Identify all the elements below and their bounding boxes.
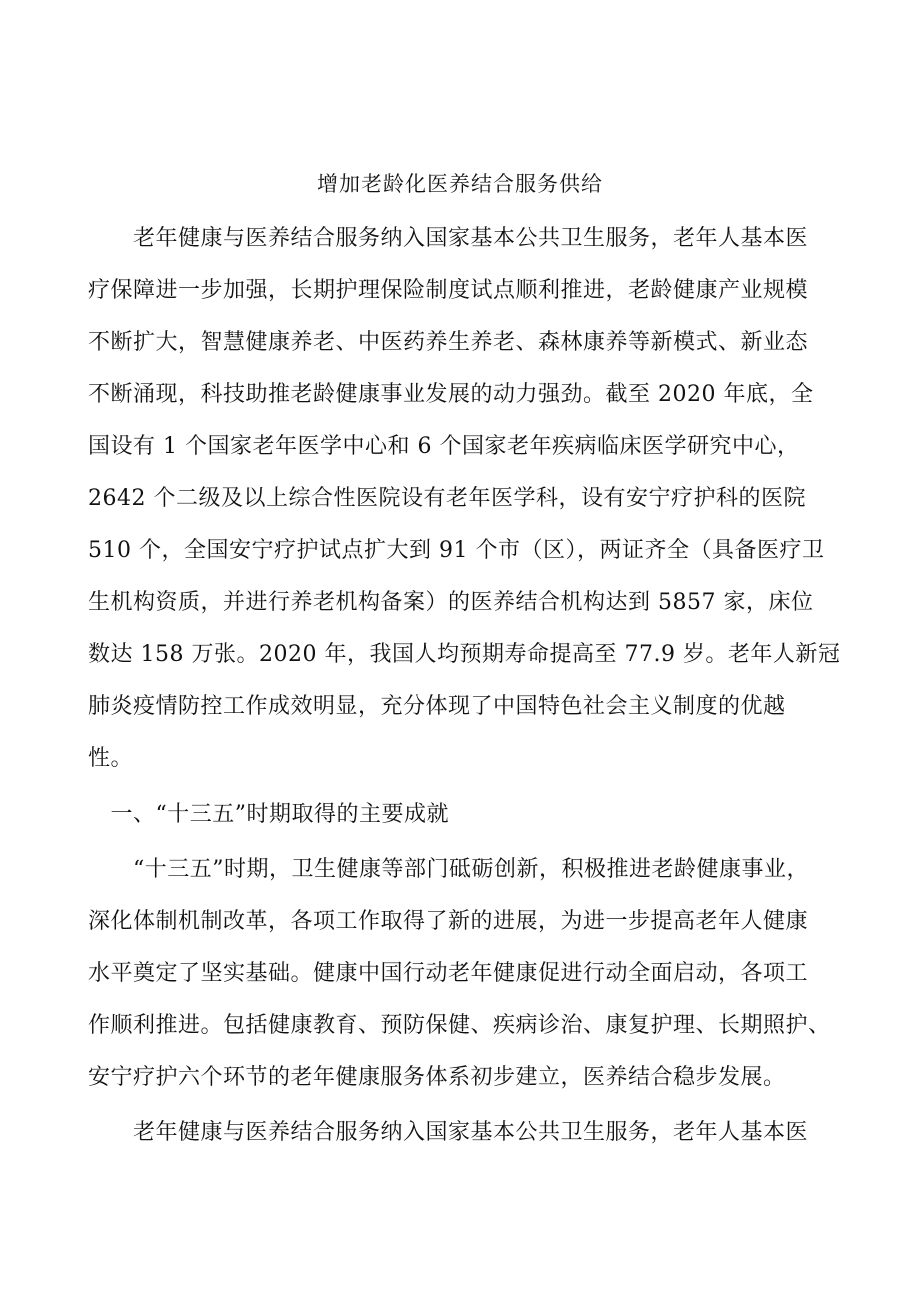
- paragraph-line: “十三五”时期，卫生健康等部门砥砺创新，积极推进老龄健康事业，: [88, 857, 809, 882]
- paragraph-line: 水平奠定了坚实基础。健康中国行动老年健康促进行动全面启动，各项工: [88, 961, 809, 986]
- paragraph-line: 作顺利推进。包括健康教育、预防保健、疾病诊治、康复护理、长期照护、: [88, 1013, 831, 1038]
- paragraph-line: 不断扩大，智慧健康养老、中医药养生养老、森林康养等新模式、新业态: [88, 330, 809, 355]
- paragraph-line: 数达 158 万张。2020 年，我国人均预期寿命提高至 77.9 岁。老年人新冠: [88, 642, 841, 667]
- paragraph-line: 2642 个二级及以上综合性医院设有老年医学科，设有安宁疗护科的医院: [88, 486, 806, 511]
- section-heading: 一、“十三五”时期取得的主要成就: [88, 802, 449, 827]
- paragraph-line: 疗保障进一步加强，长期护理保险制度试点顺利推进，老龄健康产业规模: [88, 278, 809, 303]
- paragraph-line: 国设有 1 个国家老年医学中心和 6 个国家老年疾病临床医学研究中心，: [88, 434, 800, 459]
- paragraph-line: 深化体制机制改革，各项工作取得了新的进展，为进一步提高老年人健康: [88, 909, 809, 934]
- paragraph-line: 安宁疗护六个环节的老年健康服务体系初步建立，医养结合稳步发展。: [88, 1065, 786, 1090]
- paragraph-line: 性。: [88, 746, 134, 771]
- paragraph-line: 肺炎疫情防控工作成效明显，充分体现了中国特色社会主义制度的优越: [88, 694, 786, 719]
- paragraph-line: 生机构资质，并进行养老机构备案）的医养结合机构达到 5857 家，床位: [88, 590, 814, 615]
- document-title: 增加老龄化医养结合服务供给: [317, 172, 603, 196]
- paragraph-line: 老年健康与医养结合服务纳入国家基本公共卫生服务，老年人基本医: [88, 1120, 809, 1145]
- paragraph-line: 510 个，全国安宁疗护试点扩大到 91 个市（区），两证齐全（具备医疗卫: [88, 538, 825, 563]
- paragraph-line: 老年健康与医养结合服务纳入国家基本公共卫生服务，老年人基本医: [88, 226, 809, 251]
- paragraph-line: 不断涌现，科技助推老龄健康事业发展的动力强劲。截至 2020 年底，全: [88, 382, 814, 407]
